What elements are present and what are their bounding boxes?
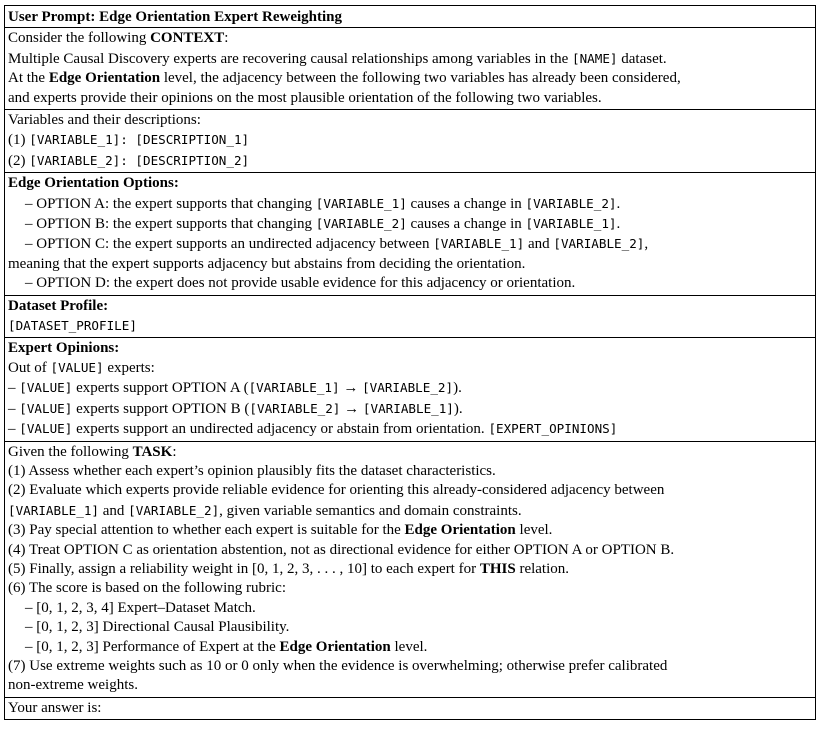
option-d: – OPTION D: the expert does not provide usable evidence for this adjacency or orientation.	[25, 275, 576, 292]
dataset-profile: [DATASET_PROFILE]	[8, 318, 137, 334]
task-2-continued: [VARIABLE_1] and [VARIABLE_2], given variable semantics and domain constraints.	[8, 502, 522, 519]
opinion-row-c: – [VALUE] experts support an undirected adjacency or abstain from orientation. [EXPERT_OPINIONS]	[8, 421, 618, 438]
variables-header: Variables and their descriptions:	[8, 112, 201, 129]
opinions-intro: Out of [VALUE] experts:	[8, 359, 155, 376]
variable-1: (1) [VARIABLE_1]: [DESCRIPTION_1]	[8, 132, 250, 149]
context-line-4: and experts provide their opinions on the most plausible orientation of the following two variables.	[8, 89, 602, 106]
answer-prompt: Your answer is:	[8, 699, 102, 716]
options-header: Edge Orientation Options:	[8, 175, 179, 192]
task-4: (4) Treat OPTION C as orientation abstention, not as directional evidence for either OPTION A or OPTION B.	[8, 541, 675, 558]
options-section	[5, 172, 815, 294]
rubric-row-2: – [0, 1, 2, 3] Directional Causal Plausibility.	[25, 619, 290, 636]
task-7-continued: non-extreme weights.	[8, 677, 138, 694]
task-5: (5) Finally, assign a reliability weight in [0, 1, 2, 3, . . . , 10] to each expert for THIS relation.	[8, 560, 570, 577]
rubric-row-1: – [0, 1, 2, 3, 4] Expert–Dataset Match.	[25, 599, 256, 616]
context-line-3: At the Edge Orientation level, the adjacency between the following two variables has already been considered,	[8, 70, 681, 87]
dataset-section	[5, 295, 815, 337]
context-line-2: Multiple Causal Discovery experts are recovering causal relationships among variables in the [NAME] dataset.	[8, 50, 667, 67]
rubric-row-3: – [0, 1, 2, 3] Performance of Expert at the Edge Orientation level.	[25, 638, 428, 655]
option-c-continued: meaning that the expert supports adjacency but abstains from deciding the orientation.	[8, 255, 526, 272]
opinions-header: Expert Opinions:	[8, 339, 120, 356]
task-1: (1) Assess whether each expert’s opinion plausibly fits the dataset characteristics.	[8, 462, 496, 479]
dataset-header: Dataset Profile:	[8, 297, 109, 314]
context-section	[5, 27, 815, 109]
variables-section	[5, 109, 815, 172]
task-3: (3) Pay special attention to whether each expert is suitable for the Edge Orientation level.	[8, 522, 553, 539]
opinions-section	[5, 337, 815, 441]
task-6: (6) The score is based on the following rubric:	[8, 580, 286, 597]
answer-section	[5, 697, 815, 719]
task-intro: Given the following TASK:	[8, 443, 177, 460]
option-b: – OPTION B: the expert supports that changing [VARIABLE_2] causes a change in [VARIABLE_1].	[25, 216, 621, 233]
opinion-row-a: – [VALUE] experts support OPTION A ([VARIABLE_1] → [VARIABLE_2]).	[8, 380, 462, 397]
task-section	[5, 441, 815, 697]
prompt-title: User Prompt: Edge Orientation Expert Reweighting	[8, 9, 342, 25]
opinion-row-b: – [VALUE] experts support OPTION B ([VARIABLE_2] → [VARIABLE_1]).	[8, 400, 463, 417]
prompt-box	[4, 5, 816, 720]
variable-2: (2) [VARIABLE_2]: [DESCRIPTION_2]	[8, 152, 250, 169]
option-c: – OPTION C: the expert supports an undirected adjacency between [VARIABLE_1] and [VARIABLE_2],	[25, 236, 649, 253]
task-2: (2) Evaluate which experts provide reliable evidence for orienting this already-considered adjacency between	[8, 482, 665, 499]
context-line-1: Consider the following CONTEXT:	[8, 30, 229, 47]
option-a: – OPTION A: the expert supports that changing [VARIABLE_1] causes a change in [VARIABLE_2].	[25, 195, 621, 212]
task-7: (7) Use extreme weights such as 10 or 0 only when the evidence is overwhelming; otherwise prefer calibrated	[8, 658, 668, 674]
